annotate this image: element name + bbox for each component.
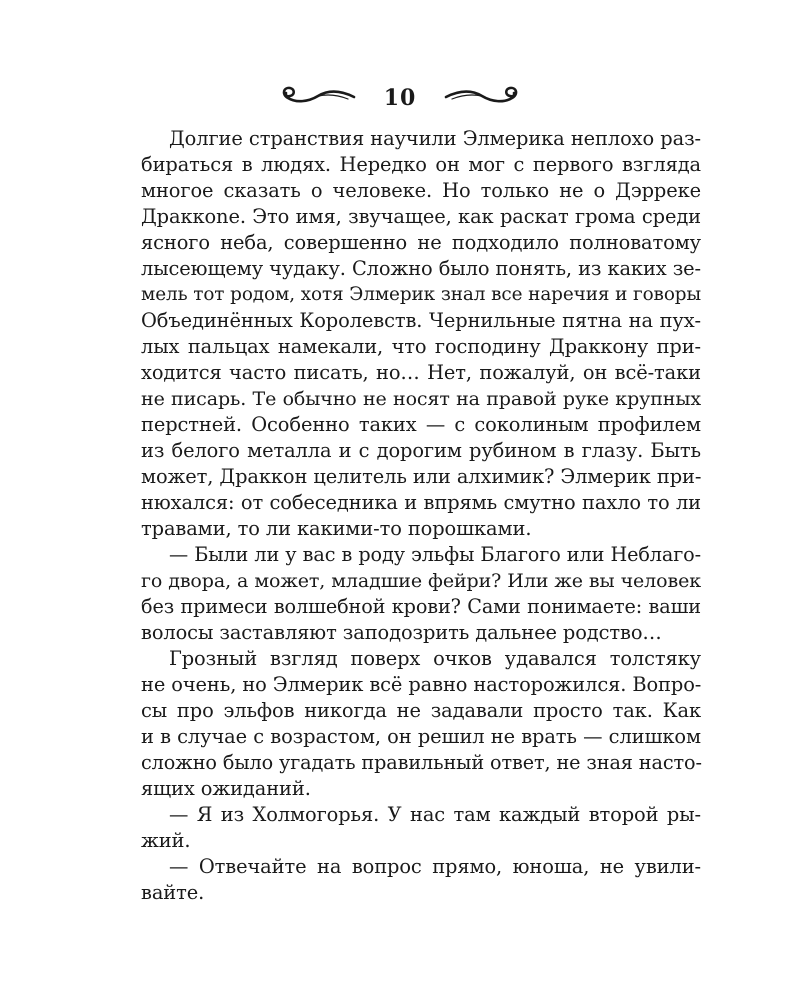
page-number: 10 — [383, 85, 417, 111]
text-line: Долгие странствия научили Элмерика неплохо раз- — [169, 127, 701, 150]
text-line: го двора, а может, младшие фейри? Или же вы человек — [141, 570, 701, 592]
text-line: Грозный взгляд поверх очков удавался толстяку — [169, 647, 701, 670]
text-line: вайте. — [141, 881, 205, 904]
text-line: лых пальцах намекали, что господину Драккону при- — [141, 335, 701, 358]
text-line: не очень, но Элмерик всё равно насторожился. Вопро- — [141, 673, 702, 696]
text-line: Драккone. Это имя, звучащее, как раскат грома среди — [141, 205, 701, 228]
text-line: перстней. Особенно таких — с соколиным профилем — [141, 413, 701, 436]
text-line: не писарь. Те обычно не носят на правой руке крупных — [141, 388, 701, 410]
text-line: без примеси волшебной крови? Сами понимаете: ваши — [141, 595, 701, 618]
text-line: ходится часто писать, но… Нет, пожалуй, он всё-таки — [141, 361, 701, 384]
text-line: бираться в людях. Нередко он мог с первого взгляда — [141, 153, 701, 176]
text-line: сложно было угадать правильный ответ, не зная насто- — [141, 751, 702, 774]
text-line: может, Драккон целитель или алхимик? Элмерик при- — [141, 465, 702, 488]
text-line: волосы заставляют заподозрить дальнее родство… — [141, 621, 662, 644]
text-line: многое сказать о человеке. Но только не о Дэрреке — [141, 179, 701, 202]
text-line: — Отвечайте на вопрос прямо, юноша, не увили- — [169, 855, 701, 878]
paragraph — [141, 802, 701, 854]
page-header — [0, 78, 800, 118]
text-line: нюхался: от собеседника и впрямь смутно пахло то ли — [141, 491, 701, 514]
flourish-right-icon — [444, 84, 526, 112]
text-line: ящих ожиданий. — [141, 777, 311, 800]
text-line: сы про эльфов никогда не задавали просто так. Как — [141, 699, 701, 722]
paragraph — [141, 646, 701, 802]
text-line: травами, то ли какими-то порошками. — [141, 517, 532, 540]
text-line: Объединённых Королевств. Чернильные пятна на пух- — [141, 309, 701, 332]
paragraph — [141, 854, 701, 906]
text-line: и в случае с возрастом, он решил не врать — слишком — [141, 725, 701, 748]
text-line: лысеющему чудаку. Сложно было понять, из каких зе- — [141, 257, 701, 280]
text-line: ясного неба, совершенно не подходило полноватому — [141, 231, 701, 254]
paragraph — [141, 542, 701, 646]
text-line: — Я из Холмогорья. У нас там каждый второй ры- — [169, 803, 701, 826]
body-text — [141, 126, 701, 906]
text-line: из белого металла и с дорогим рубином в глазу. Быть — [141, 439, 701, 462]
text-line: — Были ли у вас в роду эльфы Благого или Неблаго- — [169, 543, 701, 566]
paragraph — [141, 126, 701, 542]
text-line: мель тот родом, хотя Элмерик знал все наречия и говоры — [141, 284, 701, 305]
flourish-left-icon — [274, 84, 356, 112]
text-line: жий. — [141, 829, 191, 852]
